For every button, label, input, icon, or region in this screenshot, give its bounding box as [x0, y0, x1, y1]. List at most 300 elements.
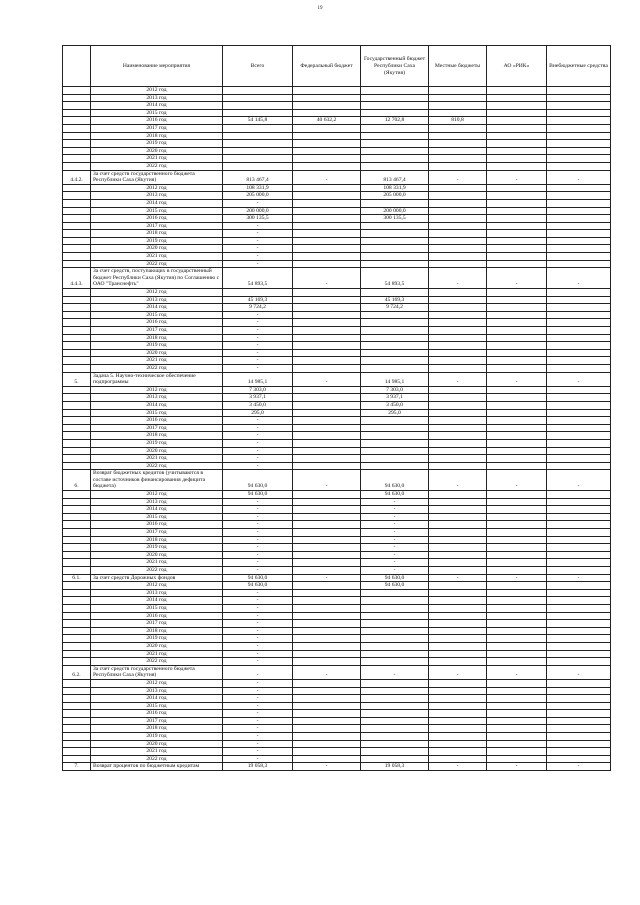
cell-extra [547, 604, 611, 612]
header-name: Наименование мероприятия [91, 46, 223, 87]
row-name: 2019 год [91, 342, 223, 350]
cell-extra [547, 215, 611, 223]
row-number [63, 748, 91, 756]
cell-rik: - [487, 170, 547, 184]
row-number: 6.1. [63, 574, 91, 582]
row-number [63, 717, 91, 725]
cell-federal [293, 710, 361, 718]
row-number [63, 432, 91, 440]
row-number [63, 513, 91, 521]
header-federal: Федеральный бюджет [293, 46, 361, 87]
row-name: 2016 год [91, 117, 223, 125]
cell-republic [361, 260, 429, 268]
table-row [63, 117, 611, 125]
cell-rik [487, 544, 547, 552]
table-row [63, 432, 611, 440]
row-name: 2017 год [91, 529, 223, 537]
cell-extra [547, 658, 611, 666]
cell-extra: - [547, 268, 611, 289]
row-number [63, 447, 91, 455]
cell-total: - [223, 627, 293, 635]
cell-extra [547, 230, 611, 238]
row-name: 2013 год [91, 94, 223, 102]
cell-republic [361, 455, 429, 463]
cell-extra: - [547, 470, 611, 491]
cell-total: - [223, 432, 293, 440]
row-name: 2021 год [91, 155, 223, 163]
cell-total: - [223, 342, 293, 350]
row-number [63, 230, 91, 238]
cell-republic: - [361, 665, 429, 679]
row-name: 2014 год [91, 695, 223, 703]
row-name: За счет средств Дорожных фондов [91, 574, 223, 582]
table-row [63, 253, 611, 261]
cell-total: 54 893,5 [223, 268, 293, 289]
row-name: 2016 год [91, 417, 223, 425]
row-name: 2022 год [91, 162, 223, 170]
cell-local [429, 184, 487, 192]
row-number [63, 417, 91, 425]
cell-rik [487, 364, 547, 372]
row-name: 2020 год [91, 245, 223, 253]
cell-federal [293, 319, 361, 327]
table-row [63, 147, 611, 155]
row-name: 2012 год [91, 184, 223, 192]
cell-local [429, 401, 487, 409]
cell-local [429, 207, 487, 215]
table-row [63, 334, 611, 342]
header-rik: АО «РИК» [487, 46, 547, 87]
table-row [63, 551, 611, 559]
row-number [63, 394, 91, 402]
cell-republic [361, 439, 429, 447]
row-number [63, 597, 91, 605]
cell-total: 14 985,1 [223, 372, 293, 386]
row-name: 2021 год [91, 748, 223, 756]
cell-total: - [223, 230, 293, 238]
cell-local [429, 304, 487, 312]
cell-federal [293, 740, 361, 748]
cell-rik [487, 604, 547, 612]
cell-republic: - [361, 551, 429, 559]
cell-total: 200 000,0 [223, 207, 293, 215]
table-row [63, 372, 611, 386]
row-name: 2014 год [91, 506, 223, 514]
row-name: 2017 год [91, 424, 223, 432]
cell-extra [547, 498, 611, 506]
row-name: 2014 год [91, 304, 223, 312]
cell-republic [361, 589, 429, 597]
table-row [63, 386, 611, 394]
cell-federal: - [293, 470, 361, 491]
cell-rik [487, 506, 547, 514]
row-number [63, 349, 91, 357]
cell-rik [487, 94, 547, 102]
cell-republic [361, 620, 429, 628]
cell-extra [547, 192, 611, 200]
cell-total: - [223, 319, 293, 327]
cell-republic [361, 695, 429, 703]
cell-extra [547, 222, 611, 230]
cell-republic [361, 740, 429, 748]
cell-extra [547, 207, 611, 215]
cell-total: - [223, 620, 293, 628]
cell-total: - [223, 498, 293, 506]
table-row [63, 268, 611, 289]
row-number [63, 304, 91, 312]
cell-rik [487, 455, 547, 463]
table-row [63, 94, 611, 102]
cell-extra [547, 597, 611, 605]
cell-extra: - [547, 763, 611, 771]
cell-federal [293, 462, 361, 470]
cell-federal [293, 184, 361, 192]
table-row [63, 733, 611, 741]
cell-rik [487, 740, 547, 748]
cell-extra [547, 695, 611, 703]
row-name: 2019 год [91, 439, 223, 447]
row-number [63, 582, 91, 590]
cell-local: - [429, 665, 487, 679]
cell-local [429, 498, 487, 506]
row-name: 2018 год [91, 230, 223, 238]
table-row [63, 574, 611, 582]
cell-total [223, 102, 293, 110]
table-row [63, 725, 611, 733]
cell-total: - [223, 702, 293, 710]
row-name: 2012 год [91, 87, 223, 95]
cell-local [429, 717, 487, 725]
row-number [63, 94, 91, 102]
cell-total: - [223, 567, 293, 575]
cell-federal [293, 386, 361, 394]
row-name: 2021 год [91, 650, 223, 658]
cell-republic [361, 432, 429, 440]
row-number [63, 147, 91, 155]
cell-local [429, 710, 487, 718]
cell-local [429, 567, 487, 575]
table-row [63, 319, 611, 327]
row-number [63, 319, 91, 327]
cell-extra [547, 289, 611, 297]
cell-total: 19 058,3 [223, 763, 293, 771]
cell-extra: - [547, 372, 611, 386]
cell-total: - [223, 740, 293, 748]
cell-federal [293, 296, 361, 304]
row-number [63, 567, 91, 575]
cell-total [223, 94, 293, 102]
cell-rik [487, 132, 547, 140]
cell-total: 813 467,4 [223, 170, 293, 184]
table-row [63, 357, 611, 365]
row-number [63, 740, 91, 748]
cell-total: 54 145,8 [223, 117, 293, 125]
row-name: 2012 год [91, 289, 223, 297]
cell-total: 94 630,0 [223, 574, 293, 582]
cell-federal: - [293, 268, 361, 289]
cell-republic: - [361, 521, 429, 529]
cell-total: 3 937,1 [223, 394, 293, 402]
cell-federal [293, 87, 361, 95]
cell-extra [547, 409, 611, 417]
row-number [63, 491, 91, 499]
cell-rik [487, 658, 547, 666]
table-row [63, 409, 611, 417]
row-number [63, 109, 91, 117]
cell-total [223, 147, 293, 155]
cell-federal [293, 455, 361, 463]
cell-federal [293, 506, 361, 514]
table-row [63, 87, 611, 95]
cell-federal [293, 334, 361, 342]
cell-extra [547, 424, 611, 432]
cell-extra [547, 349, 611, 357]
cell-local [429, 687, 487, 695]
cell-republic [361, 447, 429, 455]
header-extra: Внебюджетные средства [547, 46, 611, 87]
cell-rik [487, 401, 547, 409]
row-number [63, 424, 91, 432]
cell-republic: - [361, 498, 429, 506]
cell-federal [293, 604, 361, 612]
cell-total: 9 724,2 [223, 304, 293, 312]
cell-republic [361, 102, 429, 110]
row-number [63, 357, 91, 365]
cell-extra [547, 184, 611, 192]
cell-rik [487, 755, 547, 763]
cell-federal [293, 109, 361, 117]
cell-republic: 94 630,0 [361, 491, 429, 499]
cell-extra [547, 491, 611, 499]
row-number [63, 589, 91, 597]
cell-rik [487, 627, 547, 635]
cell-local [429, 559, 487, 567]
cell-federal [293, 311, 361, 319]
cell-republic [361, 199, 429, 207]
cell-rik [487, 102, 547, 110]
table-row [63, 567, 611, 575]
table-row [63, 394, 611, 402]
cell-rik [487, 559, 547, 567]
cell-federal [293, 521, 361, 529]
table-row [63, 521, 611, 529]
row-number [63, 140, 91, 148]
cell-rik [487, 386, 547, 394]
cell-total: - [223, 635, 293, 643]
table-row [63, 687, 611, 695]
cell-republic [361, 717, 429, 725]
cell-extra [547, 521, 611, 529]
cell-republic [361, 424, 429, 432]
cell-rik [487, 513, 547, 521]
cell-local [429, 462, 487, 470]
cell-rik: - [487, 574, 547, 582]
cell-extra: - [547, 170, 611, 184]
cell-extra [547, 717, 611, 725]
cell-federal [293, 94, 361, 102]
cell-local [429, 424, 487, 432]
cell-total: 45 169,3 [223, 296, 293, 304]
cell-total: - [223, 544, 293, 552]
table-row [63, 162, 611, 170]
cell-federal [293, 394, 361, 402]
table-body [63, 87, 611, 771]
row-number [63, 462, 91, 470]
row-name: 2020 год [91, 551, 223, 559]
row-name: 2013 год [91, 589, 223, 597]
cell-extra [547, 394, 611, 402]
table-row [63, 702, 611, 710]
cell-rik [487, 432, 547, 440]
row-name: 2018 год [91, 627, 223, 635]
cell-republic [361, 635, 429, 643]
table-row [63, 417, 611, 425]
cell-republic [361, 342, 429, 350]
cell-local [429, 349, 487, 357]
cell-extra [547, 551, 611, 559]
row-number [63, 521, 91, 529]
cell-extra [547, 334, 611, 342]
cell-extra [547, 237, 611, 245]
cell-local [429, 506, 487, 514]
cell-total: - [223, 521, 293, 529]
cell-federal: - [293, 170, 361, 184]
table-row [63, 327, 611, 335]
cell-republic [361, 364, 429, 372]
cell-rik [487, 529, 547, 537]
cell-local: - [429, 268, 487, 289]
cell-total [223, 289, 293, 297]
cell-republic [361, 87, 429, 95]
row-name: 2016 год [91, 710, 223, 718]
row-name: 2012 год [91, 491, 223, 499]
cell-extra [547, 102, 611, 110]
cell-extra [547, 439, 611, 447]
cell-republic [361, 327, 429, 335]
row-name: За счет средств государственного бюджета Республики Саха (Якутия) [91, 665, 223, 679]
row-name: 2015 год [91, 409, 223, 417]
table-row [63, 650, 611, 658]
cell-local [429, 260, 487, 268]
row-name: 2017 год [91, 620, 223, 628]
table-row [63, 207, 611, 215]
table-row [63, 513, 611, 521]
cell-local [429, 147, 487, 155]
cell-total: - [223, 260, 293, 268]
row-name: 2013 год [91, 687, 223, 695]
cell-republic: - [361, 529, 429, 537]
row-number [63, 207, 91, 215]
cell-republic [361, 733, 429, 741]
table-row [63, 665, 611, 679]
cell-local [429, 289, 487, 297]
cell-total: - [223, 642, 293, 650]
cell-federal [293, 199, 361, 207]
cell-republic: 3 450,0 [361, 401, 429, 409]
cell-total: 94 630,0 [223, 582, 293, 590]
row-name: 2022 год [91, 567, 223, 575]
cell-extra [547, 447, 611, 455]
cell-republic [361, 245, 429, 253]
cell-rik [487, 199, 547, 207]
cell-local [429, 748, 487, 756]
cell-rik [487, 439, 547, 447]
cell-total: 3 450,0 [223, 401, 293, 409]
cell-republic: 19 058,3 [361, 763, 429, 771]
cell-total: 108 331,9 [223, 184, 293, 192]
cell-local [429, 253, 487, 261]
header-local: Местные бюджеты [429, 46, 487, 87]
cell-total [223, 87, 293, 95]
cell-local [429, 409, 487, 417]
cell-extra [547, 559, 611, 567]
cell-republic [361, 147, 429, 155]
cell-extra [547, 311, 611, 319]
row-number [63, 536, 91, 544]
cell-rik: - [487, 763, 547, 771]
row-name: 2022 год [91, 364, 223, 372]
budget-table [62, 45, 611, 771]
cell-federal [293, 536, 361, 544]
cell-republic [361, 94, 429, 102]
cell-rik [487, 447, 547, 455]
table-row [63, 695, 611, 703]
cell-republic [361, 710, 429, 718]
row-name: 2016 год [91, 521, 223, 529]
row-number [63, 192, 91, 200]
cell-extra [547, 544, 611, 552]
cell-rik [487, 319, 547, 327]
cell-rik [487, 498, 547, 506]
table-row [63, 289, 611, 297]
cell-republic [361, 109, 429, 117]
cell-federal [293, 237, 361, 245]
table-row [63, 192, 611, 200]
cell-total: 295,0 [223, 409, 293, 417]
cell-republic: - [361, 513, 429, 521]
row-name: 2021 год [91, 455, 223, 463]
cell-local [429, 102, 487, 110]
cell-federal [293, 695, 361, 703]
cell-federal [293, 140, 361, 148]
row-number [63, 702, 91, 710]
cell-republic: 14 985,1 [361, 372, 429, 386]
cell-total: - [223, 687, 293, 695]
cell-local [429, 491, 487, 499]
row-name: 2021 год [91, 357, 223, 365]
cell-total: - [223, 710, 293, 718]
cell-extra [547, 132, 611, 140]
cell-rik [487, 296, 547, 304]
cell-local: - [429, 763, 487, 771]
row-number [63, 710, 91, 718]
row-name: 2015 год [91, 513, 223, 521]
table-row [63, 140, 611, 148]
cell-federal [293, 551, 361, 559]
table-row [63, 447, 611, 455]
cell-extra [547, 462, 611, 470]
cell-rik [487, 342, 547, 350]
cell-total: - [223, 349, 293, 357]
cell-extra [547, 635, 611, 643]
cell-local [429, 529, 487, 537]
table-row [63, 230, 611, 238]
cell-rik [487, 147, 547, 155]
row-number [63, 245, 91, 253]
cell-total: - [223, 327, 293, 335]
cell-republic [361, 627, 429, 635]
cell-federal [293, 349, 361, 357]
